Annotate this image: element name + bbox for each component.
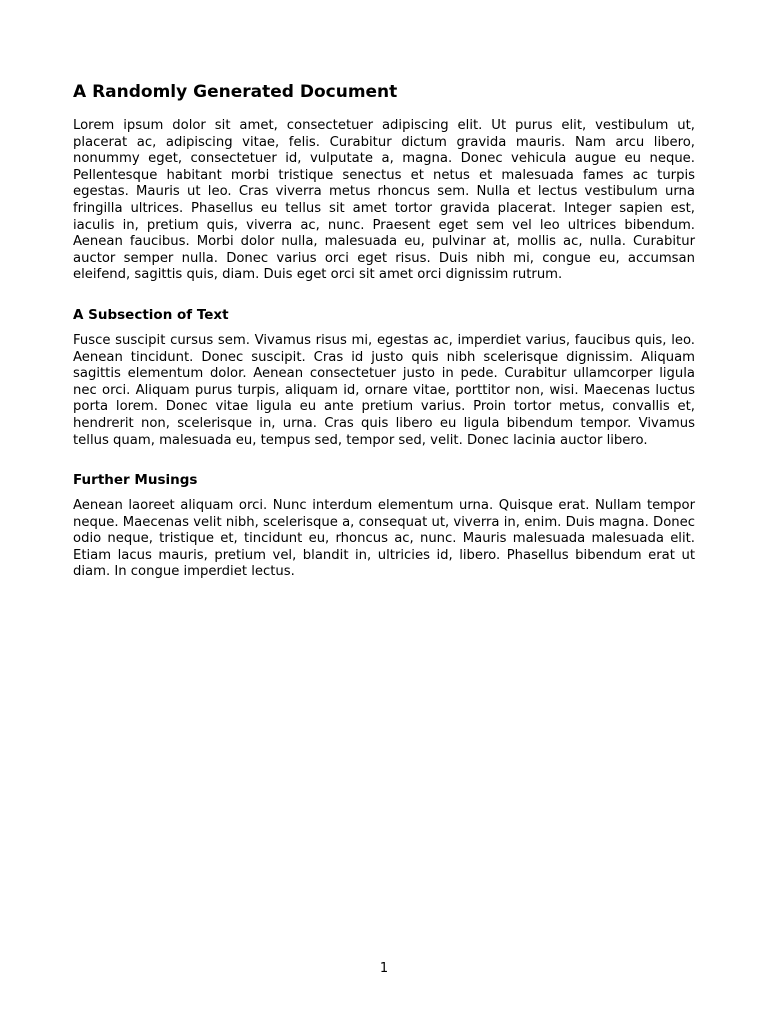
intro-paragraph: Lorem ipsum dolor sit amet, consectetuer adipiscing elit. Ut purus elit, vestibulum ut, placerat ac, adipiscing vitae, felis. Curabitur dictum gravida mauris. Nam arcu libero, nonummy eget, consectetuer id, vulputate a, magna. Donec vehicula augue eu neque. Pellentesque habitant morbi tristique senectus et netus et malesuada fames ac turpis egestas. Mauris ut leo. Cras viverra metus rhoncus sem. Nulla et lectus vestibulum urna fringilla ultrices. Phasellus eu tellus sit amet tortor gravida placerat. Integer sapien est, iaculis in, pretium quis, viverra ac, nunc. Praesent eget sem vel leo ultrices bibendum. Aenean faucibus. Morbi dolor nulla, malesuada eu, pulvinar at, mollis ac, nulla. Curabitur auctor semper nulla. Donec varius orci eget risus. Duis nibh mi, congue eu, accumsan eleifend, sagittis quis, diam. Duis eget orci sit amet orci dignissim rutrum. xyxy=(73,118,695,283)
spacer xyxy=(73,284,695,305)
spacer xyxy=(73,490,695,498)
page-number: 1 xyxy=(379,961,389,976)
spacer xyxy=(73,449,695,470)
document-title: A Randomly Generated Document xyxy=(73,82,398,102)
section-heading-further-musings: Further Musings xyxy=(73,472,198,489)
section-paragraph-subsection: Fusce suscipit cursus sem. Vivamus risus mi, egestas ac, imperdiet varius, faucibus quis, leo. Aenean tincidunt. Donec suscipit. Cras id justo quis nibh scelerisque dignissim. Aliquam sagittis elementum dolor. Aenean consectetuer justo in pede. Curabitur ullamcorper ligula nec orci. Aliquam purus turpis, aliquam id, ornare vitae, porttitor non, wisi. Maecenas luctus porta lorem. Donec vitae ligula eu ante pretium varius. Proin tortor metus, convallis et, hendrerit non, scelerisque in, urna. Cras quis libero eu ligula bibendum tempor. Vivamus tellus quam, malesuada eu, tempus sed, tempor sed, velit. Donec lacinia auctor libero. xyxy=(73,332,695,448)
section-paragraph-further-musings: Aenean laoreet aliquam orci. Nunc interdum elementum urna. Quisque erat. Nullam tempor neque. Maecenas velit nibh, scelerisque a, consequat ut, viverra in, enim. Duis magna. Donec odio neque, tristique et, tincidunt eu, rhoncus ac, nunc. Mauris malesuada malesuada elit. Etiam lacus mauris, pretium vel, blandit in, ultricies id, libero. Phasellus bibendum erat ut diam. In congue imperdiet lectus. xyxy=(73,498,695,580)
section-heading-subsection: A Subsection of Text xyxy=(73,306,229,323)
document-page xyxy=(73,80,695,581)
spacer xyxy=(73,325,695,333)
spacer xyxy=(73,104,695,118)
